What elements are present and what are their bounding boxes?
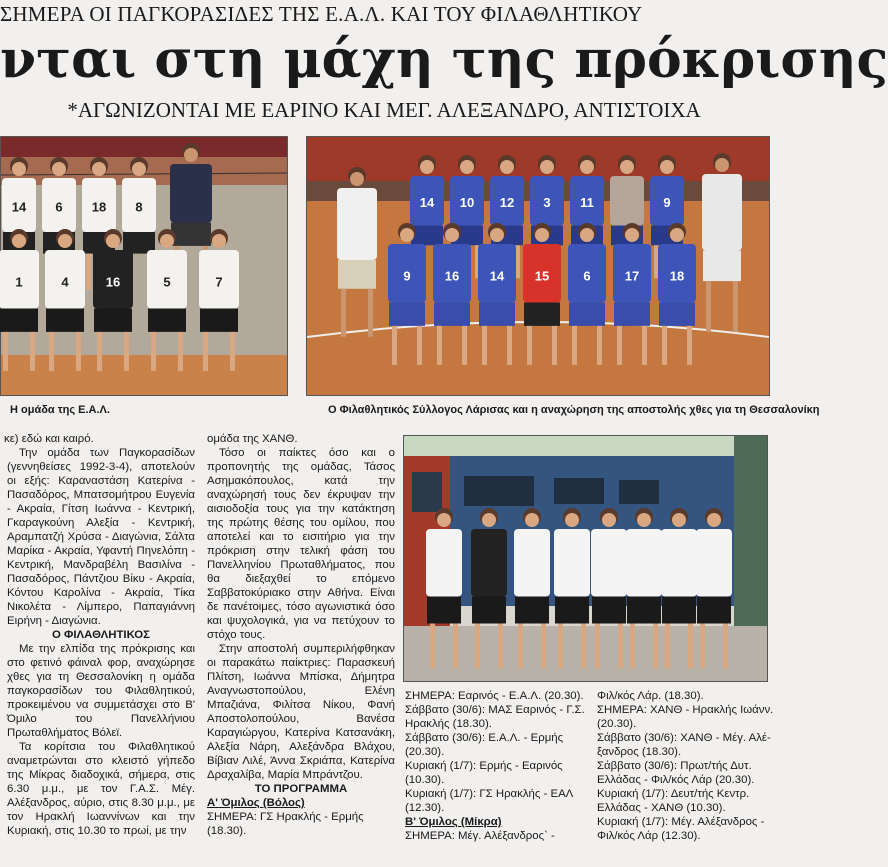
jersey-number: 18 [669,268,685,284]
train-departure-photo [403,435,768,682]
jersey-number: 14 [11,199,27,215]
col1-p4: Τα κορίτσια του Φιλαθλητικού αναμετρώνται στο κλειστό γήπεδο της Μίκρας διαδοχικά, σήμερα, στις 6.30 μ.μ., με τον Γ.Α.Σ. Μέγ. Αλέξανδρος, αύριο, στις 8.30 μ.μ., με τον Ηρακλή Ιωαννίνων και την Κυριακή, στις 10.30 το πρωί, με την [7,741,195,837]
jersey-number: 17 [624,268,640,284]
program-line: ξανδρος (18.30). [597,746,682,758]
program-line: Ηρακλής (18.30). [405,718,492,730]
program-line: Κυριακή (1/7): ΓΣ Ηρακλής - ΕΑΛ [405,788,574,800]
jersey-number: 15 [534,268,550,284]
jersey-number: 14 [489,268,505,284]
program-line: Φιλ/κός Λάρ. (18.30). [597,690,704,702]
program-line: (20.30). [597,718,637,730]
body-column-2 [207,432,395,867]
jersey-number: 16 [105,274,121,290]
program-line: Ελλάδας - ΧΑΝΘ (10.30). [597,802,726,814]
jersey-number: 11 [580,194,594,210]
group-a-line-0: ΣΗΜΕΡΑ: ΓΣ Ηρακλής - Ερμής [207,811,364,823]
jersey-number: 14 [419,194,435,210]
article-kicker: ΣΗΜΕΡΑ ΟΙ ΠΑΓΚΟΡΑΣΙΔΕΣ ΤΗΣ Ε.Α.Λ. ΚΑΙ ΤΟΥ ΦΙΛΑΘΛΗΤΙΚΟΥ [0,2,643,26]
right-photo-caption: Ο Φιλαθλητικός Σύλλογος Λάρισας και η αναχώρηση της αποστολής χθες για τη Θεσσαλονίκη [328,404,820,416]
col2-p0: ομάδα της ΧΑΝΘ. [207,433,298,445]
jersey-number: 12 [499,194,515,210]
col1-p1: Την ομάδα των Παγκορασίδων (γεννηθείσες 1992-3-4), αποτελούν οι εξής: Καραναστάση Κατερίνα - Πασαδόρος, Μπατσομήτρου Ευγενία - Ακραία, Γίτση Ιωάννα - Κεντρική, Γκαραγκούνη Αλεξία - Κεντρική, Αραμπατζή Χρύσα - Διαγώνια, Σάλτα Μαρίκα - Ακραία, Υφαντή Πηνελόπη - Κεντρική, Μανδραβέλη Βασιλίνα - Πασαδόρος, Πάντζιου Βίκυ - Ακραία, Κόντου Καρολίνα - Ακραία, Τίκα Νικολέτα - Λίμπερο, Παπαγιάννη Ειρήνη - Διαγώνια. [7,447,195,627]
eal-team-photo [0,136,288,396]
program-line: (10.30). [405,774,445,786]
jersey-number: 8 [135,199,143,215]
article-subheadline: *ΑΓΩΝΙΖΟΝΤΑΙ ΜΕ ΕΑΡΙΝΟ ΚΑΙ ΜΕΓ. ΑΛΕΞΑΝΔΡΟ, ΑΝΤΙΣΤΟΙΧΑ [67,98,701,122]
group-a-line-1: (18.30). [207,825,247,837]
filathlitikos-team-photo [306,136,770,396]
program-column-4 [597,689,774,867]
jersey-number: 9 [663,194,671,210]
col1-subhead: Ο ΦΙΛΑΘΛΗΤΙΚΟΣ [52,629,150,641]
jersey-number: 5 [163,274,171,290]
program-line: (20.30). [405,746,445,758]
group-a-title: Α' Όμιλος (Βόλος) [207,797,305,809]
jersey-number: 6 [55,199,63,215]
program-line: (12.30). [405,802,445,814]
body-column-1 [4,432,195,867]
program-column-3 [405,689,585,867]
jersey-number: 10 [459,194,475,210]
col1-p3: Με την ελπίδα της πρόκρισης και στο φετινό φάιναλ φορ, αναχώρησε χθες για τη Θεσσαλονίκη η ομάδα παγκορασίδων του Φιλαθλητικού, προκειμένου να συμμετάσχει στο Β' Όμιλο του Πανελλήνιου Πρωταθλήματος Βόλεϊ. [7,643,195,739]
program-title: ΤΟ ΠΡΟΓΡΑΜΜΑ [254,783,348,795]
program-line: Σάββατο (30/6): Πρωτ/τής Δυτ. [597,760,752,772]
program-line: ΣΗΜΕΡΑ: Μέγ. Αλέξανδρος` - [405,830,555,842]
jersey-number: 7 [215,274,223,290]
program-line: Φιλ/κός Λάρ (12.30). [597,830,701,842]
program-line: Κυριακή (1/7): Ερμής - Εαρινός [405,760,563,772]
jersey-number: 9 [403,268,411,284]
col2-p1: Τόσο οι παίκτες όσο και ο προπονητής της ομάδας, Τάσος Ασημακόπουλος, κατά την αναχώρησή τους δεν έκρυψαν την αισιοδοξία τους για την κατάκτηση της πρώτης θέσης του ομίλου, που αποτελεί και το εισιτήριο για την πρόκριση στην τελική φάση του Πανελληνίου Πρωταθλήματος, που θα διεξαχθεί το επόμενο Σαββατοκύριακο στην Αθήνα. Είναι δε πανέτοιμες, τόσο αγωνιστικά όσο και ψυχολογικά, για να πετύχουν το στόχο τους. [207,447,395,641]
col2-p2: Στην αποστολή συμπεριλήφθηκαν οι παρακάτω παίκτριες: Παρασκευή Πλίτση, Ιωάννα Μπίσκα, Δήμητρα Αναγνωστοπούλου, Ελένη Μπαζιάνα, Φιλίτσα Νίκου, Φανή Αποστολοπούλου, Βανέσα Καραγιώργου, Κατερίνα Κατσανάκη, Αλεξία Νάρη, Αλεξάνδρα Βλάχου, Βίβιαν Λιλέ, Άννα Σκριάπα, Κατερίνα Δραχαλίβα, Μαρία Μπράντζου. [207,643,395,781]
program-line: ΣΗΜΕΡΑ: Εαρινός - Ε.Α.Λ. (20.30). [405,690,584,702]
jersey-number: 1 [15,274,23,290]
program-line: Σάββατο (30/6): ΧΑΝΘ - Μέγ. Αλέ- [597,732,771,744]
jersey-number: 3 [543,194,551,210]
program-line: Κυριακή (1/7): Μέγ. Αλέξανδρος - [597,816,765,828]
left-photo-caption: Η ομάδα της Ε.Α.Λ. [10,404,110,416]
program-line: Κυριακή (1/7): Δευτ/τής Κεντρ. [597,788,750,800]
group-b-title: Β' Όμιλος (Μίκρα) [405,816,502,828]
jersey-number: 16 [444,268,460,284]
jersey-number: 4 [61,274,69,290]
col1-p0: κε) εδώ και καιρό. [4,433,94,445]
program-line: Σάββατο (30/6): ΜΑΣ Εαρινός - Γ.Σ. [405,704,585,716]
jersey-number: 18 [91,199,107,215]
jersey-number: 6 [583,268,591,284]
article-headline: νται στη μάχη της πρόκρισης [0,29,888,90]
program-line: Ελλάδας - Φιλ/κός Λάρ (20.30). [597,774,755,786]
program-line: ΣΗΜΕΡΑ: ΧΑΝΘ - Ηρακλής Ιωάνν. [597,704,774,716]
program-line: Σάββατο (30/6): Ε.Α.Λ. - Ερμής [405,732,564,744]
